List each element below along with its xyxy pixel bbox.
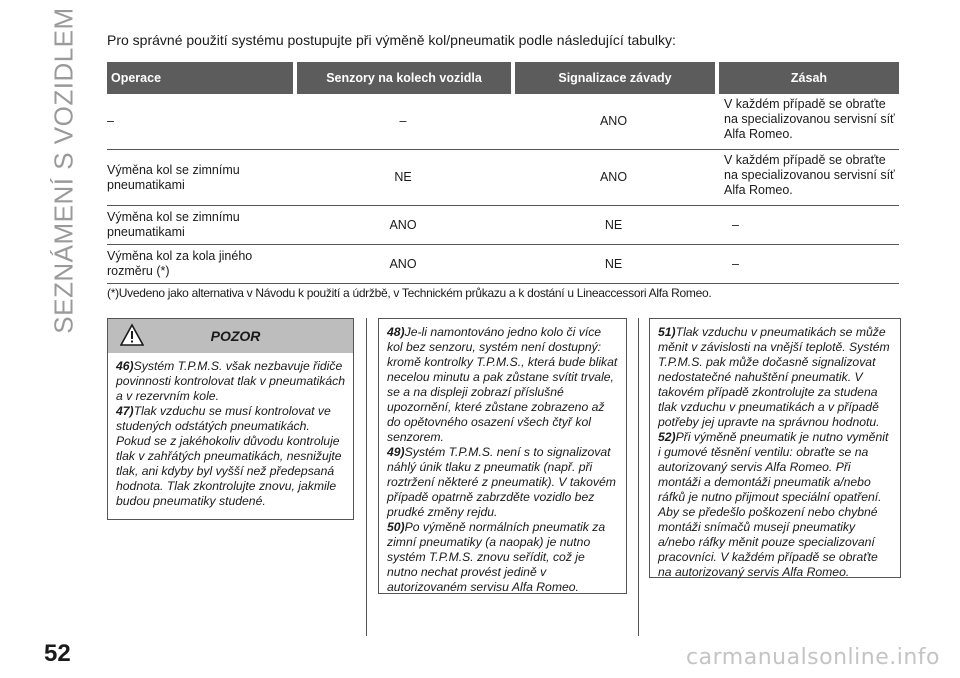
notes-box-middle [378, 318, 627, 594]
cell-sensors: NE [394, 170, 412, 184]
column-divider [638, 318, 639, 636]
cell-signal: ANO [599, 114, 628, 128]
cell-action: – [732, 256, 739, 271]
warning-body [108, 353, 353, 515]
note-item [387, 445, 618, 520]
note-text: Systém T.P.M.S. není s to signalizovat náhlý únik tlaku z pneumatik (např. při roztržení některé z pneumatik). V takovém případě opatrně zabrzděte vozidlo bez prudké změny rejdu. [387, 445, 616, 519]
note-text: Tlak vzduchu v pneumatikách se může měnit v závislosti na vnější teplotě. Systém T.P.M.S. pak může dočasně signalizovat nedostatečné nahuštění pneumatik. V takovém případě zkontrolujte za studena tlak vzduchu v pneumatikách a v případě potřeby jej upravte na správnou hodnotu. [658, 325, 890, 429]
note-item [387, 325, 618, 445]
header-action: Zásah [719, 62, 899, 94]
note-item [387, 520, 618, 595]
note-number: 46) [116, 359, 134, 373]
column-divider [366, 318, 367, 636]
note-item [658, 430, 892, 580]
notes-box-right [649, 318, 901, 578]
cell-sensors: ANO [389, 217, 417, 232]
warning-triangle-icon [120, 323, 144, 347]
note-number: 48) [387, 325, 405, 339]
warning-header [108, 319, 353, 353]
cell-sensors: – [399, 114, 407, 128]
header-operation: Operace [107, 62, 293, 94]
note-text: Systém T.P.M.S. však nezbavuje řidiče povinnosti kontrolovat tlak v pneumatikách a v rezervním kole. [116, 359, 345, 403]
note-item [116, 404, 345, 509]
intro-text: Pro správné použití systému postupujte při výměně kol/pneumatik podle následující tabulky: [107, 32, 676, 48]
cell-signal: NE [604, 256, 623, 271]
cell-operation: Výměna kol se zimnímu pneumatikami [107, 210, 240, 239]
wheel-change-table [107, 62, 899, 284]
note-number: 49) [387, 445, 405, 459]
cell-operation: – [107, 114, 114, 128]
note-text: Po výměně normálních pneumatik za zimní pneumatiky (a naopak) je nutno systém T.P.M.S. znovu seřídit, což je nutno nechat provést jedině v autorizovaném servisu Alfa Romeo. [387, 520, 606, 594]
side-section-title: SEZNÁMENÍ S VOZIDLEM [48, 6, 79, 334]
cell-action: – [732, 217, 739, 232]
cell-sensors: ANO [389, 256, 417, 271]
warning-title: POZOR [210, 328, 261, 344]
note-text: Je-li namontováno jedno kolo či více kol bez senzoru, systém není dostupný: kromě kontrolky T.P.M.S., která bude blikat necelou minutu a pak zůstane svítit trvale, se a na displeji zobrazí příslušné upozornění, které zůstane zobrazeno až do opětovného osazení všech čtyř kol senzorem. [387, 325, 618, 444]
table-row [107, 206, 899, 245]
note-number: 50) [387, 520, 405, 534]
note-item [116, 359, 345, 404]
note-text: Při výměně pneumatik je nutno vyměnit i gumové těsnění ventilu: obraťte se na autorizovaný servis Alfa Romeo. Při montáži a demontáži pneumatik a/nebo ráfků je nutno přijmout speciální opatření. Aby se předešlo poškození nebo chybné montáži snímačů musejí pneumatiky a/nebo ráfky měnit pouze specializovaní pracovníci. V každém případě se obraťte na autorizovaný servis Alfa Romeo. [658, 430, 889, 579]
table-row [107, 150, 899, 206]
watermark: carmanualsonline.info [686, 645, 940, 670]
table-footnote: (*)Uvedeno jako alternativa v Návodu k použití a údržbě, v Technickém průkazu a k dostání u Lineaccessori Alfa Romeo. [107, 286, 712, 300]
cell-action: V každém případě se obraťte na specializovanou servisní síť Alfa Romeo. [724, 153, 895, 197]
table-row [107, 94, 899, 150]
cell-operation: Výměna kol za kola jiného rozměru (*) [107, 249, 253, 278]
page-number: 52 [44, 640, 71, 667]
note-item [658, 325, 892, 430]
warning-box [107, 318, 354, 520]
note-number: 47) [116, 404, 134, 418]
header-signal: Signalizace závady [515, 62, 715, 94]
cell-operation: Výměna kol se zimnímu pneumatikami [107, 162, 240, 192]
table-header [107, 62, 899, 94]
header-sensors: Senzory na kolech vozidla [297, 62, 511, 94]
table-row [107, 245, 899, 284]
note-number: 52) [658, 430, 676, 444]
note-text: Tlak vzduchu se musí kontrolovat ve studených odstátých pneumatikách. Pokud se z jakéhokoliv důvodu kontroluje tlak v zahřátých pneumatikách, nesnižujte tlak, ani kdyby byl vyšší než předepsaná hodnota. Tlak zkontrolujte znovu, jakmile budou pneumatiky studené. [116, 404, 342, 508]
cell-signal: NE [604, 217, 623, 232]
cell-action: V každém případě se obraťte na specializovanou servisní síť Alfa Romeo. [724, 97, 895, 141]
note-number: 51) [658, 325, 676, 339]
cell-signal: ANO [599, 170, 628, 184]
